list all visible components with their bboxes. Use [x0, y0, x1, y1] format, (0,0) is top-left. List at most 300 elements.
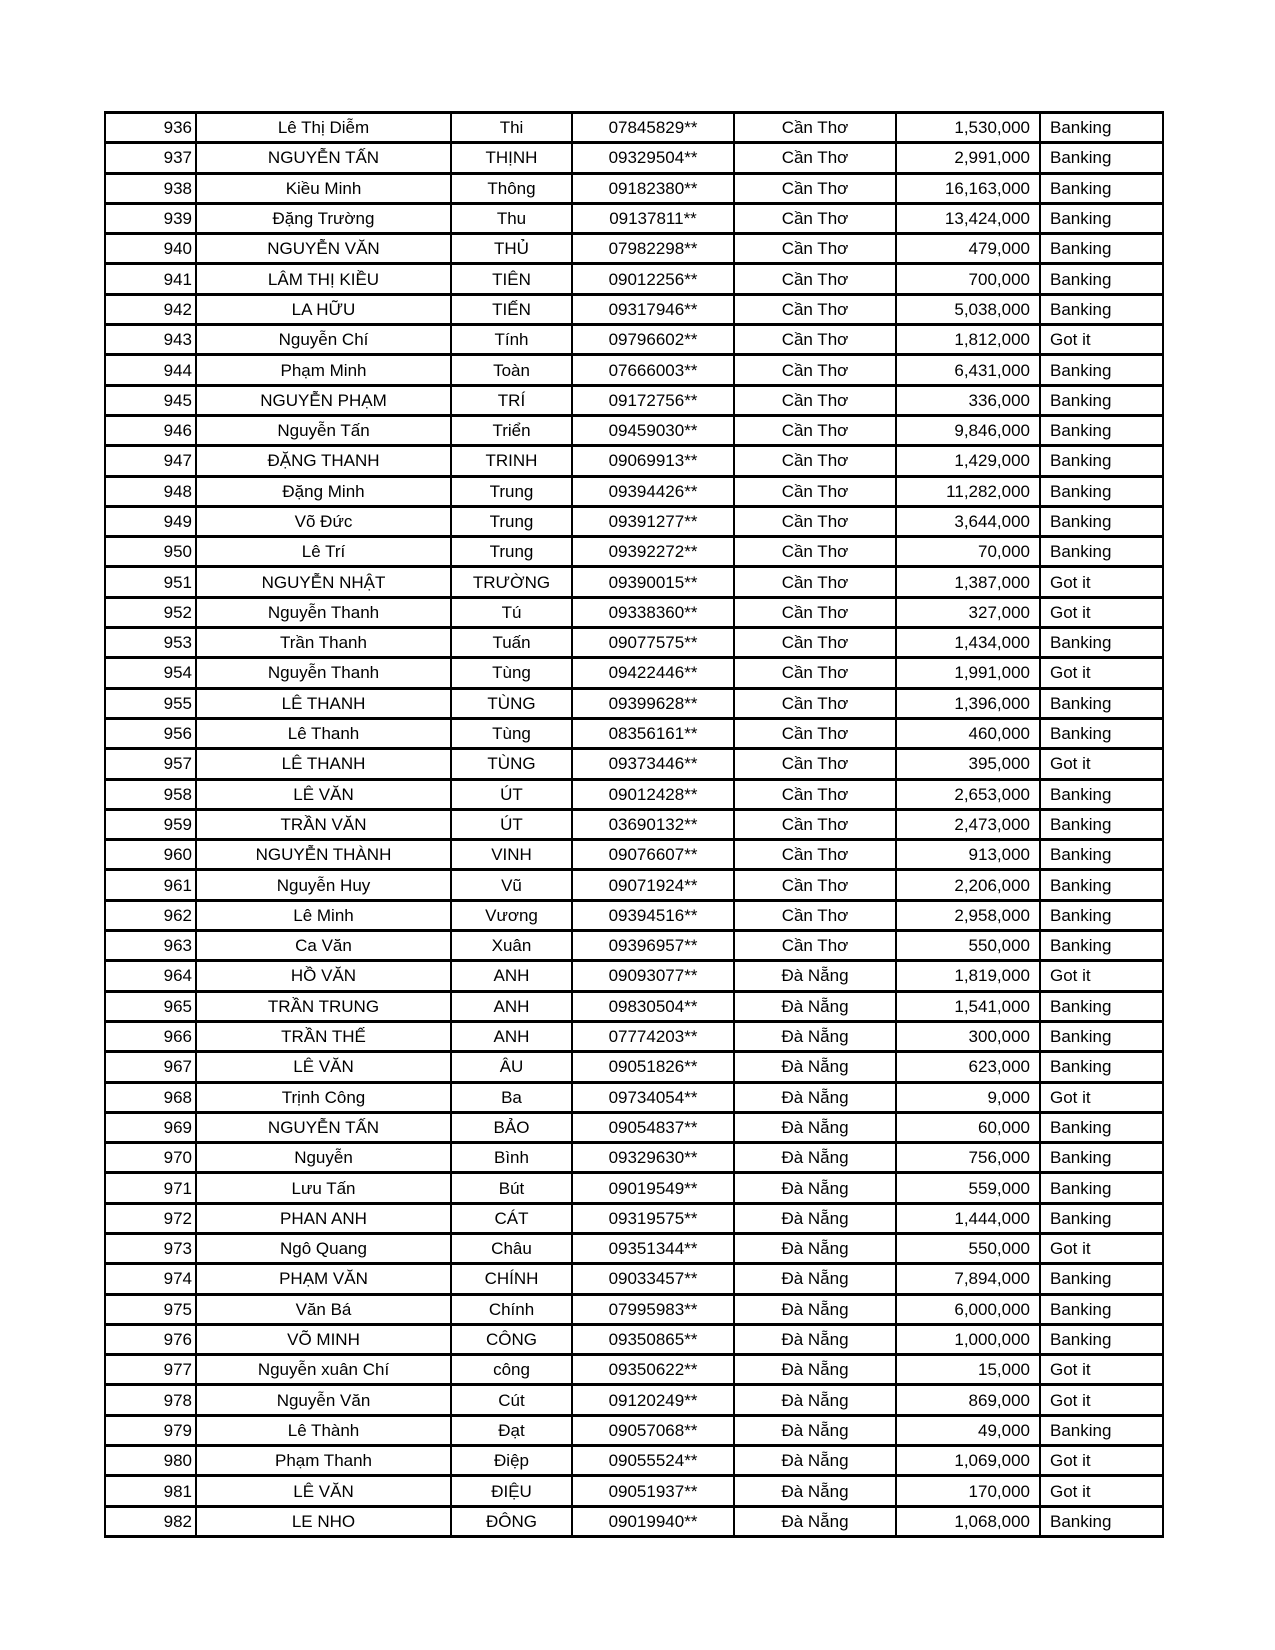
cell-last-name: ÚT [451, 779, 572, 809]
cell-status: Banking [1040, 143, 1163, 173]
cell-city: Cần Thơ [734, 385, 896, 415]
cell-first-name: Lê Thành [196, 1415, 451, 1445]
cell-index: 976 [105, 1324, 196, 1354]
cell-phone: 09394426** [572, 476, 734, 506]
cell-first-name: ĐẶNG THANH [196, 446, 451, 476]
cell-last-name: Bình [451, 1143, 572, 1173]
cell-status: Banking [1040, 537, 1163, 567]
cell-amount: 2,206,000 [896, 870, 1040, 900]
cell-city: Cần Thơ [734, 143, 896, 173]
cell-status: Banking [1040, 870, 1163, 900]
cell-amount: 1,387,000 [896, 567, 1040, 597]
table-row [105, 628, 1163, 658]
cell-last-name: Chính [451, 1294, 572, 1324]
table-row [105, 264, 1163, 294]
cell-amount: 460,000 [896, 718, 1040, 748]
cell-phone: 09019940** [572, 1506, 734, 1536]
cell-first-name: LÊ THANH [196, 749, 451, 779]
cell-phone: 09076607** [572, 840, 734, 870]
cell-amount: 11,282,000 [896, 476, 1040, 506]
cell-city: Đà Nẵng [734, 1506, 896, 1536]
cell-amount: 2,473,000 [896, 809, 1040, 839]
cell-phone: 09137811** [572, 203, 734, 233]
cell-last-name: TÙNG [451, 688, 572, 718]
table-row [105, 870, 1163, 900]
cell-amount: 1,069,000 [896, 1446, 1040, 1476]
table-row [105, 385, 1163, 415]
cell-first-name: Đặng Trường [196, 203, 451, 233]
cell-phone: 09019549** [572, 1173, 734, 1203]
table-row [105, 1324, 1163, 1354]
cell-first-name: PHAN ANH [196, 1203, 451, 1233]
cell-index: 959 [105, 809, 196, 839]
cell-index: 962 [105, 900, 196, 930]
cell-amount: 9,846,000 [896, 415, 1040, 445]
recipients-table-body [105, 113, 1163, 1537]
cell-city: Cần Thơ [734, 749, 896, 779]
cell-status: Banking [1040, 931, 1163, 961]
cell-last-name: Tính [451, 325, 572, 355]
cell-status: Got it [1040, 1385, 1163, 1415]
cell-index: 946 [105, 415, 196, 445]
cell-first-name: Lê Thanh [196, 718, 451, 748]
cell-status: Banking [1040, 264, 1163, 294]
cell-index: 940 [105, 234, 196, 264]
cell-city: Cần Thơ [734, 506, 896, 536]
cell-city: Đà Nẵng [734, 991, 896, 1021]
table-row [105, 779, 1163, 809]
cell-city: Cần Thơ [734, 203, 896, 233]
cell-index: 980 [105, 1446, 196, 1476]
cell-index: 954 [105, 658, 196, 688]
cell-first-name: Ca Văn [196, 931, 451, 961]
cell-first-name: Lưu Tấn [196, 1173, 451, 1203]
cell-status: Banking [1040, 718, 1163, 748]
cell-city: Đà Nẵng [734, 1446, 896, 1476]
table-row [105, 1355, 1163, 1385]
cell-status: Banking [1040, 840, 1163, 870]
cell-amount: 6,431,000 [896, 355, 1040, 385]
cell-index: 953 [105, 628, 196, 658]
cell-phone: 09350622** [572, 1355, 734, 1385]
cell-amount: 1,819,000 [896, 961, 1040, 991]
cell-last-name: Vương [451, 900, 572, 930]
cell-status: Banking [1040, 294, 1163, 324]
cell-amount: 1,434,000 [896, 628, 1040, 658]
cell-index: 979 [105, 1415, 196, 1445]
cell-phone: 09093077** [572, 961, 734, 991]
cell-city: Cần Thơ [734, 779, 896, 809]
table-row [105, 1203, 1163, 1233]
cell-index: 950 [105, 537, 196, 567]
cell-status: Banking [1040, 1506, 1163, 1536]
cell-city: Đà Nẵng [734, 1233, 896, 1263]
cell-phone: 09350865** [572, 1324, 734, 1354]
cell-index: 957 [105, 749, 196, 779]
cell-phone: 09830504** [572, 991, 734, 1021]
cell-city: Cần Thơ [734, 415, 896, 445]
cell-amount: 300,000 [896, 1021, 1040, 1051]
table-row [105, 1112, 1163, 1142]
table-row [105, 476, 1163, 506]
cell-phone: 09338360** [572, 597, 734, 627]
table-row [105, 1021, 1163, 1051]
cell-index: 963 [105, 931, 196, 961]
cell-status: Banking [1040, 1173, 1163, 1203]
cell-status: Banking [1040, 234, 1163, 264]
cell-phone: 07774203** [572, 1021, 734, 1051]
cell-index: 972 [105, 1203, 196, 1233]
cell-phone: 09422446** [572, 658, 734, 688]
cell-status: Banking [1040, 1324, 1163, 1354]
cell-index: 939 [105, 203, 196, 233]
table-row [105, 355, 1163, 385]
cell-amount: 1,068,000 [896, 1506, 1040, 1536]
cell-index: 973 [105, 1233, 196, 1263]
cell-index: 942 [105, 294, 196, 324]
cell-phone: 03690132** [572, 809, 734, 839]
cell-city: Đà Nẵng [734, 1264, 896, 1294]
cell-last-name: Trung [451, 506, 572, 536]
cell-last-name: TRƯỜNG [451, 567, 572, 597]
cell-index: 974 [105, 1264, 196, 1294]
table-row [105, 446, 1163, 476]
cell-phone: 09033457** [572, 1264, 734, 1294]
cell-last-name: Thu [451, 203, 572, 233]
cell-last-name: TIẾN [451, 294, 572, 324]
cell-amount: 623,000 [896, 1052, 1040, 1082]
cell-status: Banking [1040, 991, 1163, 1021]
cell-phone: 09055524** [572, 1446, 734, 1476]
cell-first-name: HỒ VĂN [196, 961, 451, 991]
cell-index: 947 [105, 446, 196, 476]
cell-status: Banking [1040, 1021, 1163, 1051]
table-row [105, 688, 1163, 718]
cell-city: Đà Nẵng [734, 961, 896, 991]
cell-amount: 1,000,000 [896, 1324, 1040, 1354]
cell-amount: 60,000 [896, 1112, 1040, 1142]
cell-phone: 09390015** [572, 567, 734, 597]
table-row [105, 1294, 1163, 1324]
cell-city: Cần Thơ [734, 567, 896, 597]
cell-amount: 869,000 [896, 1385, 1040, 1415]
cell-status: Banking [1040, 385, 1163, 415]
cell-index: 978 [105, 1385, 196, 1415]
cell-index: 965 [105, 991, 196, 1021]
cell-last-name: Trung [451, 476, 572, 506]
cell-status: Banking [1040, 173, 1163, 203]
cell-index: 943 [105, 325, 196, 355]
cell-first-name: PHẠM VĂN [196, 1264, 451, 1294]
cell-last-name: ANH [451, 961, 572, 991]
cell-phone: 07982298** [572, 234, 734, 264]
cell-phone: 09012256** [572, 264, 734, 294]
cell-amount: 7,894,000 [896, 1264, 1040, 1294]
cell-amount: 9,000 [896, 1082, 1040, 1112]
cell-first-name: NGUYỄN NHẬT [196, 567, 451, 597]
cell-status: Got it [1040, 1082, 1163, 1112]
table-row [105, 143, 1163, 173]
cell-first-name: Nguyễn Tấn [196, 415, 451, 445]
cell-first-name: TRẦN THẾ [196, 1021, 451, 1051]
cell-first-name: Kiều Minh [196, 173, 451, 203]
cell-index: 975 [105, 1294, 196, 1324]
cell-last-name: Trung [451, 537, 572, 567]
cell-last-name: Châu [451, 1233, 572, 1263]
cell-city: Cần Thơ [734, 173, 896, 203]
cell-amount: 49,000 [896, 1415, 1040, 1445]
cell-phone: 09182380** [572, 173, 734, 203]
cell-first-name: NGUYỄN VĂN [196, 234, 451, 264]
cell-index: 938 [105, 173, 196, 203]
cell-city: Cần Thơ [734, 628, 896, 658]
cell-amount: 2,991,000 [896, 143, 1040, 173]
cell-status: Got it [1040, 658, 1163, 688]
cell-status: Banking [1040, 1203, 1163, 1233]
cell-amount: 70,000 [896, 537, 1040, 567]
cell-index: 971 [105, 1173, 196, 1203]
cell-city: Cần Thơ [734, 325, 896, 355]
cell-phone: 09351344** [572, 1233, 734, 1263]
cell-status: Banking [1040, 355, 1163, 385]
cell-city: Cần Thơ [734, 931, 896, 961]
cell-phone: 09394516** [572, 900, 734, 930]
table-row [105, 1506, 1163, 1536]
cell-status: Banking [1040, 1294, 1163, 1324]
cell-index: 968 [105, 1082, 196, 1112]
cell-first-name: Nguyễn Thanh [196, 597, 451, 627]
cell-first-name: Đặng Minh [196, 476, 451, 506]
cell-index: 958 [105, 779, 196, 809]
cell-city: Cần Thơ [734, 264, 896, 294]
cell-last-name: Điệp [451, 1446, 572, 1476]
cell-status: Banking [1040, 900, 1163, 930]
cell-amount: 2,958,000 [896, 900, 1040, 930]
cell-amount: 1,429,000 [896, 446, 1040, 476]
cell-phone: 07845829** [572, 113, 734, 143]
table-row [105, 961, 1163, 991]
cell-phone: 09077575** [572, 628, 734, 658]
cell-phone: 07995983** [572, 1294, 734, 1324]
cell-phone: 09329504** [572, 143, 734, 173]
table-row [105, 234, 1163, 264]
cell-amount: 15,000 [896, 1355, 1040, 1385]
cell-index: 936 [105, 113, 196, 143]
cell-status: Banking [1040, 446, 1163, 476]
table-row [105, 1446, 1163, 1476]
cell-amount: 1,991,000 [896, 658, 1040, 688]
cell-city: Cần Thơ [734, 718, 896, 748]
table-row [105, 597, 1163, 627]
cell-phone: 09459030** [572, 415, 734, 445]
cell-city: Đà Nẵng [734, 1476, 896, 1506]
cell-last-name: Triển [451, 415, 572, 445]
cell-phone: 09051937** [572, 1476, 734, 1506]
cell-status: Banking [1040, 1264, 1163, 1294]
cell-first-name: Trần Thanh [196, 628, 451, 658]
cell-last-name: Tú [451, 597, 572, 627]
cell-last-name: TRINH [451, 446, 572, 476]
cell-index: 964 [105, 961, 196, 991]
cell-index: 951 [105, 567, 196, 597]
cell-status: Got it [1040, 1233, 1163, 1263]
cell-last-name: THỊNH [451, 143, 572, 173]
cell-city: Đà Nẵng [734, 1173, 896, 1203]
cell-phone: 09054837** [572, 1112, 734, 1142]
cell-city: Cần Thơ [734, 840, 896, 870]
cell-index: 982 [105, 1506, 196, 1536]
cell-phone: 09392272** [572, 537, 734, 567]
cell-phone: 09120249** [572, 1385, 734, 1415]
cell-city: Cần Thơ [734, 658, 896, 688]
table-row [105, 1415, 1163, 1445]
cell-status: Banking [1040, 203, 1163, 233]
cell-city: Cần Thơ [734, 688, 896, 718]
cell-index: 941 [105, 264, 196, 294]
spreadsheet-print-area [104, 111, 1164, 1538]
cell-first-name: TRẦN TRUNG [196, 991, 451, 1021]
cell-phone: 09319575** [572, 1203, 734, 1233]
cell-status: Got it [1040, 325, 1163, 355]
cell-status: Got it [1040, 1446, 1163, 1476]
cell-first-name: Nguyễn [196, 1143, 451, 1173]
cell-index: 977 [105, 1355, 196, 1385]
cell-last-name: Cút [451, 1385, 572, 1415]
cell-index: 969 [105, 1112, 196, 1142]
cell-status: Banking [1040, 1112, 1163, 1142]
cell-status: Banking [1040, 506, 1163, 536]
cell-index: 944 [105, 355, 196, 385]
cell-amount: 1,541,000 [896, 991, 1040, 1021]
cell-status: Got it [1040, 749, 1163, 779]
cell-city: Đà Nẵng [734, 1052, 896, 1082]
cell-phone: 09051826** [572, 1052, 734, 1082]
cell-phone: 09172756** [572, 385, 734, 415]
cell-amount: 1,396,000 [896, 688, 1040, 718]
cell-amount: 700,000 [896, 264, 1040, 294]
cell-phone: 08356161** [572, 718, 734, 748]
cell-amount: 2,653,000 [896, 779, 1040, 809]
cell-index: 945 [105, 385, 196, 415]
cell-city: Đà Nẵng [734, 1112, 896, 1142]
cell-last-name: BẢO [451, 1112, 572, 1142]
cell-first-name: Ngô Quang [196, 1233, 451, 1263]
cell-last-name: ĐÔNG [451, 1506, 572, 1536]
cell-phone: 09734054** [572, 1082, 734, 1112]
table-row [105, 1143, 1163, 1173]
cell-last-name: Toàn [451, 355, 572, 385]
cell-last-name: Ba [451, 1082, 572, 1112]
cell-index: 952 [105, 597, 196, 627]
cell-amount: 1,812,000 [896, 325, 1040, 355]
cell-amount: 550,000 [896, 1233, 1040, 1263]
cell-city: Cần Thơ [734, 234, 896, 264]
cell-amount: 913,000 [896, 840, 1040, 870]
cell-first-name: LÊ THANH [196, 688, 451, 718]
cell-first-name: LÊ VĂN [196, 779, 451, 809]
cell-status: Banking [1040, 1143, 1163, 1173]
cell-phone: 07666003** [572, 355, 734, 385]
cell-city: Đà Nẵng [734, 1294, 896, 1324]
table-row [105, 1264, 1163, 1294]
cell-last-name: THỦ [451, 234, 572, 264]
cell-amount: 1,444,000 [896, 1203, 1040, 1233]
table-row [105, 325, 1163, 355]
cell-status: Banking [1040, 113, 1163, 143]
cell-last-name: TRÍ [451, 385, 572, 415]
cell-phone: 09391277** [572, 506, 734, 536]
cell-index: 961 [105, 870, 196, 900]
cell-index: 937 [105, 143, 196, 173]
cell-first-name: Phạm Thanh [196, 1446, 451, 1476]
cell-city: Cần Thơ [734, 597, 896, 627]
cell-city: Đà Nẵng [734, 1415, 896, 1445]
cell-amount: 13,424,000 [896, 203, 1040, 233]
cell-first-name: LÂM THỊ KIỀU [196, 264, 451, 294]
cell-city: Cần Thơ [734, 294, 896, 324]
cell-phone: 09069913** [572, 446, 734, 476]
cell-phone: 09317946** [572, 294, 734, 324]
cell-amount: 3,644,000 [896, 506, 1040, 536]
cell-last-name: Bút [451, 1173, 572, 1203]
cell-city: Đà Nẵng [734, 1143, 896, 1173]
cell-first-name: Trịnh Công [196, 1082, 451, 1112]
cell-first-name: Nguyễn xuân Chí [196, 1355, 451, 1385]
cell-amount: 1,530,000 [896, 113, 1040, 143]
cell-phone: 09399628** [572, 688, 734, 718]
table-row [105, 415, 1163, 445]
cell-city: Đà Nẵng [734, 1385, 896, 1415]
cell-last-name: CÔNG [451, 1324, 572, 1354]
cell-city: Cần Thơ [734, 476, 896, 506]
cell-status: Got it [1040, 1476, 1163, 1506]
table-row [105, 900, 1163, 930]
cell-last-name: Tùng [451, 658, 572, 688]
cell-city: Cần Thơ [734, 537, 896, 567]
table-row [105, 840, 1163, 870]
cell-first-name: Nguyễn Văn [196, 1385, 451, 1415]
cell-amount: 16,163,000 [896, 173, 1040, 203]
table-row [105, 173, 1163, 203]
cell-phone: 09796602** [572, 325, 734, 355]
cell-city: Cần Thơ [734, 113, 896, 143]
cell-first-name: Lê Minh [196, 900, 451, 930]
cell-city: Đà Nẵng [734, 1082, 896, 1112]
cell-status: Banking [1040, 809, 1163, 839]
table-row [105, 718, 1163, 748]
cell-index: 960 [105, 840, 196, 870]
cell-first-name: Võ Đức [196, 506, 451, 536]
cell-index: 967 [105, 1052, 196, 1082]
cell-index: 949 [105, 506, 196, 536]
cell-city: Cần Thơ [734, 446, 896, 476]
table-row [105, 931, 1163, 961]
table-row [105, 113, 1163, 143]
cell-last-name: CHÍNH [451, 1264, 572, 1294]
cell-phone: 09329630** [572, 1143, 734, 1173]
cell-last-name: ĐIỆU [451, 1476, 572, 1506]
cell-city: Đà Nẵng [734, 1324, 896, 1354]
cell-first-name: Văn Bá [196, 1294, 451, 1324]
cell-last-name: ÂU [451, 1052, 572, 1082]
cell-status: Got it [1040, 597, 1163, 627]
table-row [105, 658, 1163, 688]
cell-first-name: LA HỮU [196, 294, 451, 324]
table-row [105, 1173, 1163, 1203]
cell-last-name: Thông [451, 173, 572, 203]
cell-amount: 336,000 [896, 385, 1040, 415]
cell-status: Got it [1040, 567, 1163, 597]
